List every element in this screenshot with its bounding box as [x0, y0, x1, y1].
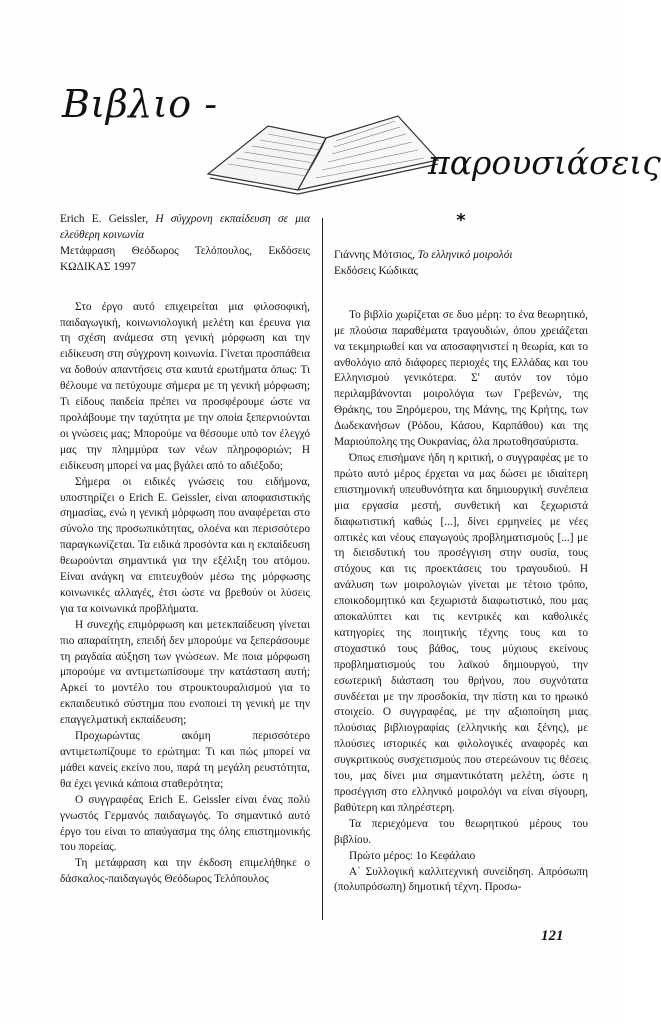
review-paragraph: Το βιβλίο χωρίζεται σε δυο μέρη: το ένα θεωρητικό, με πλούσια παραθέματα τραγουδιών, όπου χρειάζεται να τεκμηριωθεί και να αποσαφηνιστεί η θεωρία, και το ανθολόγιο από διάφορες περιοχές της Ελλάδας και του Ελληνισμού γενικότερα. Σ' αυτόν τον τόμο περιλαμβάνονται μοιρολόγια των Γρεβενών, της Θράκης, του Ξηρόμερου, της Μάνης, της Κρήτης, των Δωδεκανήσων (Ρόδου, Κάσου, Καρπάθου) και της Μαριούπολης της Ουκρανίας, όλα πρωτοθησαύριστα.: [334, 308, 588, 449]
book-translation-publisher: Μετάφραση Θεόδωρος Τελόπουλος, Εκδόσεις ΚΩΔΙΚΑΣ 1997: [60, 244, 310, 273]
review-paragraph: Προχωρώντας ακόμη περισσότερο αντιμετωπίζουμε το ερώτημα: Τι και πώς μπορεί να μάθει κανείς εκείνο που, παρά τη μεγάλη ρευστότητα, θα έχει γενικά κάποια σταθερότητα;: [60, 730, 310, 790]
book-publisher: Εκδόσεις Κώδικας: [334, 264, 419, 277]
review-paragraph: Τα περιεχόμενα του θεωρητικού μέρους του βιβλίου.: [334, 817, 588, 846]
open-book-illustration: [198, 104, 446, 194]
review-paragraph: Πρώτο μέρος: 1ο Κεφάλαιο: [349, 849, 476, 862]
book-reference: [60, 212, 310, 244]
review-paragraph: Σήμερα οι ειδικές γνώσεις του ειδήμονα, υποστηρίζει ο Erich E. Geissler, είναι αποφασιστικής σημασίας, ενώ η γενική μόρφωση που αναφέρεται στο σύνολο της προσωπικότητας, ολοένα και περισσότερο παραγκωνίζεται. Τα ειδικά προσόντα και η εκπαίδευση θεωρούνται σημαντικά για την εξέλιξη του ατόμου. Είναι ανάγκη να επιτευχθούν μέσω της μόρφωσης κοινωνικές αλλαγές, έτσι ώστε να βρεθούν οι λύσεις για τα κοινωνικά προβλήματα.: [60, 475, 310, 615]
review-paragraph: Α΄ Συλλογική καλλιτεχνική συνείδηση. Απρόσωπη (πολυπρόσωπη) δημοτική τέχνη. Προσω-: [334, 865, 588, 894]
section-title-part-1: Βιβλιο -: [62, 82, 218, 126]
review-separator: *: [456, 210, 466, 231]
book-title: Το ελληνικό μοιρολόι: [417, 249, 513, 261]
column-divider: [322, 218, 323, 920]
section-title-part-2: παρουσιάσεις: [428, 143, 661, 182]
book-title: Η σύγχρονη εκπαίδευση σε μια ελεύθερη κοινωνία: [60, 213, 310, 241]
right-column: [334, 212, 588, 896]
book-author: Γιάννης Μότσιος,: [334, 249, 418, 261]
review-paragraph: Στο έργο αυτό επιχειρείται μια φιλοσοφική, παιδαγωγική, κοινωνιολογική μελέτη και έρευνα για τη σχέση ανάμεσα στη γενική μόρφωση και την ειδίκευση στη σύγχρονη κοινωνία. Γίνεται προσπάθεια να δοθούν απαντήσεις στα καυτά ερωτήματα όπως: Τι θέλουμε να πετύχουμε σήμερα με τη γενική μόρφωση; Τι είδους παιδεία πρέπει να προσφέρουμε ώστε να προλάβουμε την ταχύτητα με την οποία ξεπερνιούνται οι γνώσεις μας; Μπορούμε να θέσουμε υπό τον έλεγχό μας την πλημμύρα των νέων πληροφοριών; Η ειδίκευση μπορεί να μας βγάλει από το αδιέξοδο;: [60, 300, 310, 472]
left-column: [60, 212, 310, 888]
book-author: Erich E. Geissler,: [60, 213, 156, 225]
review-paragraph: Ο συγγραφέας Erich E. Geissler είναι ένας πολύ γνωστός Γερμανός παιδαγωγός. Το σημαντικό αυτό έργο του είναι το απαύγασμα της όλης επιστημονικής του πορείας.: [60, 793, 310, 854]
review-paragraph: Τη μετάφραση και την έκδοση επιμελήθηκε ο δάσκαλος-παιδαγωγός Θεόδωρος Τελόπουλος: [60, 857, 310, 886]
book-reference: [334, 248, 588, 264]
page-number: 121: [541, 928, 564, 944]
review-paragraph: Όπως επισήμανε ήδη η κριτική, ο συγγραφέας με το πρώτο αυτό μέρος έρχεται να μας δώσει με ιδιαίτερη επιστημονική υπευθυνότητα και δημιουργική συνέπεια μια εργασία μεστή, συνθετική και ξεχωριστά διαφωτιστική καθώς [...], δίνει ερμηνείες με νέες οπτικές και νέους επαγωγούς προβληματισμούς [...] με τη διεισδυτική του προσέγγιση στην ουσία, τους στόχους και τις προεκτάσεις του τραγουδιού. Η ανάλυση των μοιρολογιών γίνεται με τέτοιο τρόπο, εποικοδομητικό και ξεχωριστά διαφωτιστικό, που μας αποκαλύπτει και τις κεντρικές και καθολικές κατηγορίες της ποιητικής τέχνης τους και το στοχαστικό τους βάθος, τους μύχιους εκείνους προβληματισμούς του λαϊκού δημιουργού, την εσωτερική διάσταση του θρήνου, που συχνότατα συνδέεται με την προσδοκία, την πίστη και το ηρωικό στοιχείο. Ο συγγραφέας, με την αξιοποίηση μιας πλούσιας βιβλιογραφίας (ελληνικής και ξένης), με πλούσιες ιστορικές και φιλολογικές αναφορές και συγκριτικούς συσχετισμούς που στερεώνουν τις θέσεις του, μας δίνει μια σημαντικότατη μελέτη, ώστε η προσέγγιση στο ελληνικό μοιρολόγι να είναι σίγουρη, βαθύτερη και πληρέστερη.: [334, 451, 588, 814]
review-paragraph: Η συνεχής επιμόρφωση και μετεκπαίδευση γίνεται πιο απαραίτητη, επειδή δεν μπορούμε να ξεπεράσουμε τη ραγδαία αύξηση των γνώσεων. Με ποια μόρφωση μπορούμε να αντιμετωπίσουμε την κατάσταση αυτή; Αρκεί το μοντέλο του στρουκτουραλισμού για το εκπαιδευτικό σύστημα που ενοποιεί τη γενική με την επαγγελματική εκπαίδευση;: [60, 618, 310, 727]
